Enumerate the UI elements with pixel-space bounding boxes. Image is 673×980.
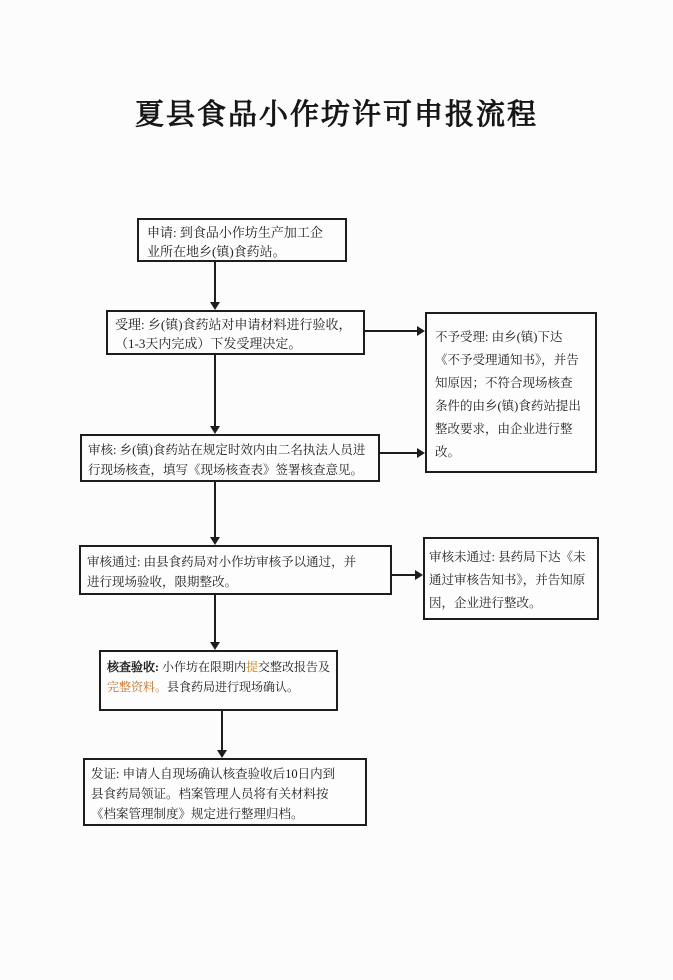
flow-box-issue — [83, 758, 367, 826]
flow-box-issue-text: 发证: 申请人自现场确认核查验收后10日内到县食药局领证。档案管理人员将有关材料按《档案管理制度》规定进行整理归档。 — [91, 767, 336, 821]
flow-box-apply-text: 申请: 到食品小作坊生产加工企业所在地乡(镇)食药站。 — [147, 225, 323, 259]
page-title: 夏县食品小作坊许可申报流程 — [134, 99, 538, 131]
text-segment: 交整改报告及 — [258, 660, 331, 674]
arrowhead-right-icon — [417, 326, 425, 336]
connector-review-to-review-pass — [214, 482, 216, 537]
connector-review-to-reject — [380, 452, 417, 454]
connector-apply-to-accept — [214, 262, 216, 302]
flow-box-review-fail — [423, 537, 599, 620]
flow-box-review-fail-text: 审核未通过: 县药局下达《未通过审核告知书》，并告知原因，企业进行整改。 — [429, 550, 586, 610]
flow-box-inspect-text — [107, 660, 330, 694]
flow-box-accept — [106, 310, 365, 355]
text-segment: 完整资料。 — [107, 680, 168, 694]
arrowhead-right-icon — [417, 448, 425, 458]
text-segment: 核查验收: — [107, 660, 162, 674]
connector-review-pass-to-inspect — [214, 595, 216, 642]
arrowhead-right-icon — [415, 570, 423, 580]
text-segment: 小作坊在限期内 — [162, 660, 247, 674]
flow-box-reject — [425, 312, 597, 473]
connector-accept-to-reject — [365, 330, 417, 332]
flow-box-review-text: 审核: 乡(镇)食药站在规定时效内由二名执法人员进行现场核查，填写《现场核查表》签署核查意见。 — [88, 443, 366, 477]
arrowhead-down-icon — [210, 426, 220, 434]
flow-box-apply — [137, 218, 347, 262]
connector-inspect-to-issue — [221, 711, 223, 750]
flow-box-review-pass — [79, 545, 392, 595]
flow-box-inspect — [99, 650, 338, 711]
connector-accept-to-review — [214, 355, 216, 426]
flow-box-reject-text: 不予受理: 由乡(镇)下达《不予受理通知书》，并告知原因；不符合现场核查条件的由乡(镇)食药站提出整改要求，由企业进行整改。 — [435, 330, 581, 459]
arrowhead-down-icon — [210, 302, 220, 310]
text-segment: 提 — [246, 660, 259, 674]
text-segment: 县食药局进行现场确认。 — [167, 680, 300, 694]
arrowhead-down-icon — [210, 537, 220, 545]
connector-review-pass-to-review-fail — [392, 574, 415, 576]
flow-box-review-pass-text: 审核通过: 由县食药局对小作坊审核予以通过，并进行现场验收，限期整改。 — [87, 555, 357, 589]
arrowhead-down-icon — [210, 642, 220, 650]
flow-box-accept-text: 受理: 乡(镇)食药站对申请材料进行验收，（1-3天内完成）下发受理决定。 — [115, 317, 352, 351]
flow-box-review — [80, 434, 380, 482]
arrowhead-down-icon — [217, 750, 227, 758]
